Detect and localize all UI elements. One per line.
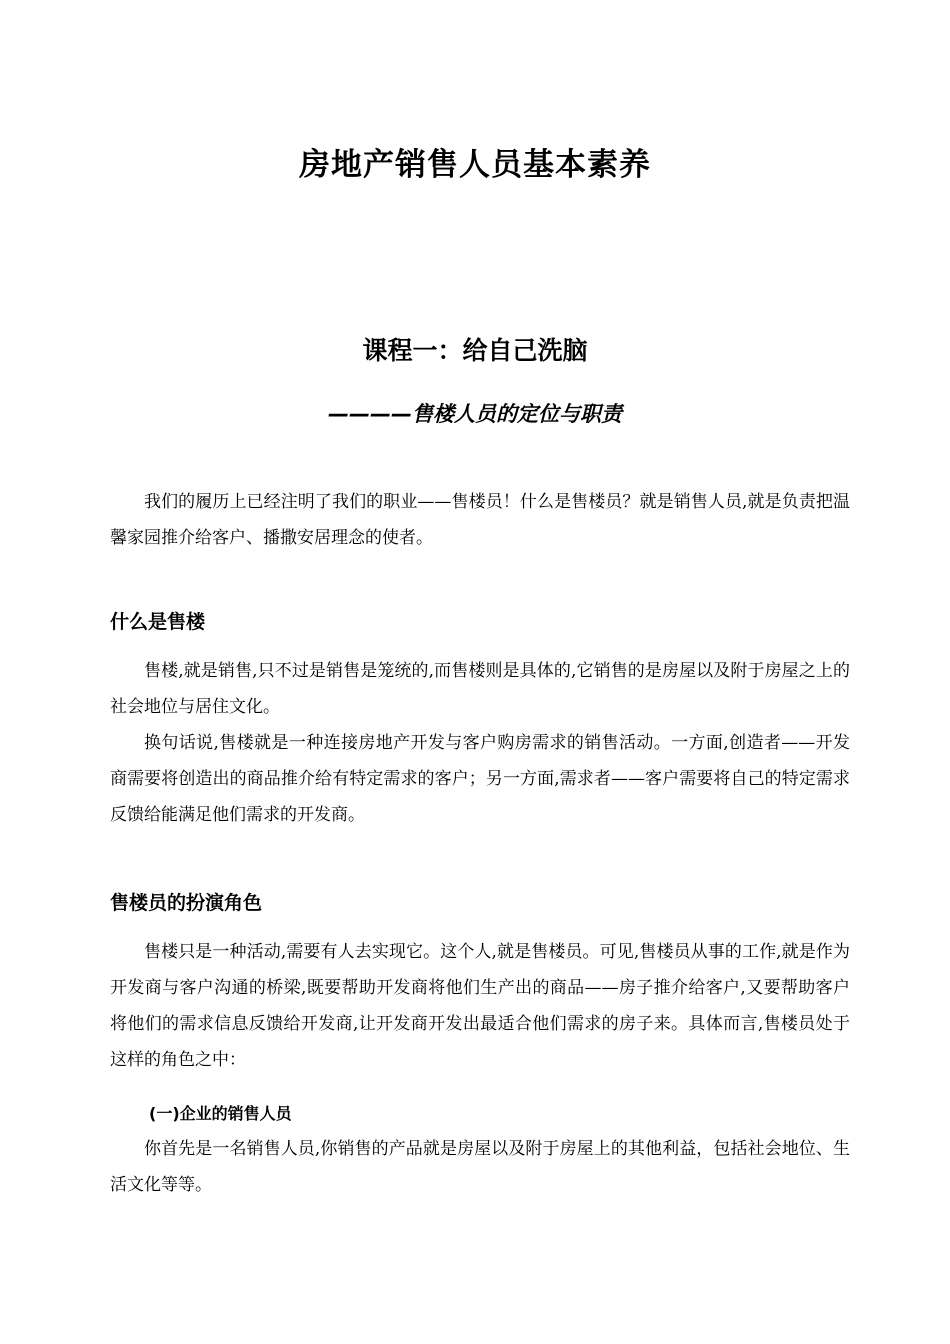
- course-title: 课程一：给自己洗脑: [362, 336, 588, 365]
- section-heading-what-is-selling: 什么是售楼: [110, 611, 206, 633]
- course-subtitle: ————售楼人员的定位与职责: [328, 402, 622, 426]
- section1-paragraph-1: 售楼,就是销售,只不过是销售是笼统的,而售楼则是具体的,它销售的是房屋以及附于房屋之上的社会地位与居住文化。: [110, 661, 850, 717]
- subsection-paragraph: 你首先是一名销售人员,你销售的产品就是房屋以及附于房屋上的其他利益，包括社会地位、生活文化等等。: [110, 1139, 850, 1195]
- section2-paragraph-1: 售楼只是一种活动,需要有人去实现它。这个人,就是售楼员。可见,售楼员从事的工作,就是作为开发商与客户沟通的桥梁,既要帮助开发商将他们生产出的商品——房子推介给客户,又要帮助客户将他们的需求信息反馈给开发商,让开发商开发出最适合他们需求的房子来。具体而言,售楼员处于这样的角色之中：: [110, 942, 850, 1070]
- document-title: 房地产销售人员基本素养: [299, 147, 651, 183]
- section-heading-salesperson-role: 售楼员的扮演角色: [110, 892, 263, 914]
- intro-block: [110, 484, 850, 556]
- section2-body: [110, 934, 850, 1078]
- section1-body: [110, 653, 850, 833]
- subsection-heading-sales-staff: (一)企业的销售人员: [149, 1104, 292, 1123]
- subsection-body: [110, 1131, 850, 1203]
- intro-paragraph: 我们的履历上已经注明了我们的职业——售楼员！什么是售楼员？就是销售人员,就是负责把温馨家园推介给客户、播撒安居理念的使者。: [110, 492, 850, 548]
- section1-paragraph-2: 换句话说,售楼就是一种连接房地产开发与客户购房需求的销售活动。一方面,创造者——开发商需要将创造出的商品推介给有特定需求的客户；另一方面,需求者——客户需要将自己的特定需求反馈给能满足他们需求的开发商。: [110, 733, 850, 825]
